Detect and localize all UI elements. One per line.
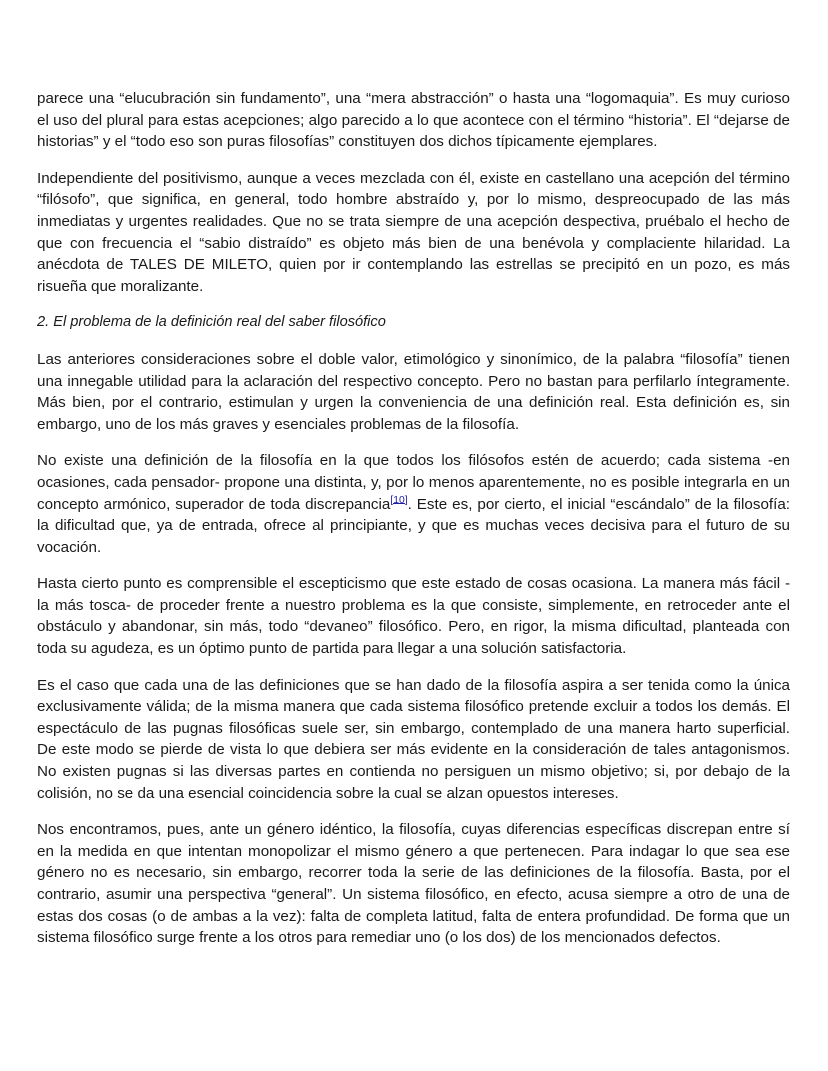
paragraph-6: Es el caso que cada una de las definiciones que se han dado de la filosofía aspira a ser tenida como la única exclusivamente válida; de la misma manera que cada sistema filosófico pretende excluir a todos los demás. El espectáculo de las pugnas filosóficas suele ser, sin embargo, contemplado de una manera harto superficial. De este modo se pierde de vista lo que debiera ser más evidente en la consideración de tales antagonismos. No existen pugnas si las diversas partes en contienda no persiguen un mismo objetivo; si, por debajo de la colisión, no se da una esencial coincidencia sobre la cual se alzan opuestos intereses. <box>37 676 799 802</box>
paragraph-5: Hasta cierto punto es comprensible el escepticismo que este estado de cosas ocasiona. La manera más fácil -la más tosca- de proceder frente a nuestro problema es la que consiste, simplemente, en retroceder ante el obstáculo y abandonar, sin más, todo “devaneo” filosófico. Pero, en rigor, la misma dificultad, planteada con toda su agudeza, es un óptimo punto de partida para llegar a una solución satisfactoria. <box>37 575 795 658</box>
section-heading-2: 2. El problema de la definición real del saber filosófico <box>37 314 386 331</box>
paragraph-4-text-before-footnote: No existe una definición de la filosofía en la que todos los filósofos estén de acuerdo; cada sistema -en ocasiones, cada pensador- propone una distinta, y, por lo menos aparentemente, no es posible integrarla en un concepto armónico, superador de toda discrepancia <box>37 452 795 513</box>
paragraph-4-text-after-footnote: . Este es, por cierto, el inicial “escándalo” de la filosofía: la dificultad que, ya de entrada, ofrece al principiante, y que es muchas veces decisiva para el futuro de su vocación. <box>37 495 795 556</box>
paragraph-1: parece una “elucubración sin fundamento”, una “mera abstracción” o hasta una “logomaquia”. Es muy curioso el uso del plural para estas acepciones; algo parecido a lo que acontece con el término “historia”. El “dejarse de historias” y el “todo eso son puras filosofías” constituyen dos dichos típicamente ejemplares. <box>37 90 795 151</box>
document-text-column <box>37 88 799 949</box>
paragraph-4 <box>37 450 795 558</box>
paragraph-7: Nos encontramos, pues, ante un género idéntico, la filosofía, cuyas diferencias específicas discrepan entre sí en la medida en que intentan monopolizar el mismo género a que pertenecen. Para indagar lo que sea ese género no es necesario, sin embargo, recorrer toda la serie de las definiciones de la filosofía. Basta, por el contrario, asumir una perspectiva “general”. Un sistema filosófico, en efecto, acusa siempre a otro de una de estas dos cosas (o de ambas a la vez): falta de completa latitud, falta de entera profundidad. De forma que un sistema filosófico surge frente a los otros para remediar uno (o los dos) de los mencionados defectos. <box>37 821 795 947</box>
paragraph-3: Las anteriores consideraciones sobre el doble valor, etimológico y sinonímico, de la palabra “filosofía” tienen una innegable utilidad para la aclaración del respectivo concepto. Pero no bastan para perfilarlo íntegramente. Más bien, por el contrario, estimulan y urgen la conveniencia de una definición real. Esta definición es, sin embargo, uno de los más graves y esenciales problemas de la filosofía. <box>37 350 795 433</box>
footnote-reference-10-link[interactable]: [10] <box>390 494 408 506</box>
paragraph-2: Independiente del positivismo, aunque a veces mezclada con él, existe en castellano una acepción del término “filósofo”, que significa, en general, todo hombre abstraído y, por lo mismo, despreocupado de las más inmediatas y urgentes realidades. Que no se trata siempre de una acepción despectiva, pruébalo el hecho de que con frecuencia el “sabio distraído” es objeto más bien de una benévola y complaciente hilaridad. La anécdota de TALES DE MILETO, quien por ir contemplando las estrellas se precipitó en un pozo, es más risueña que moralizante. <box>37 169 795 295</box>
